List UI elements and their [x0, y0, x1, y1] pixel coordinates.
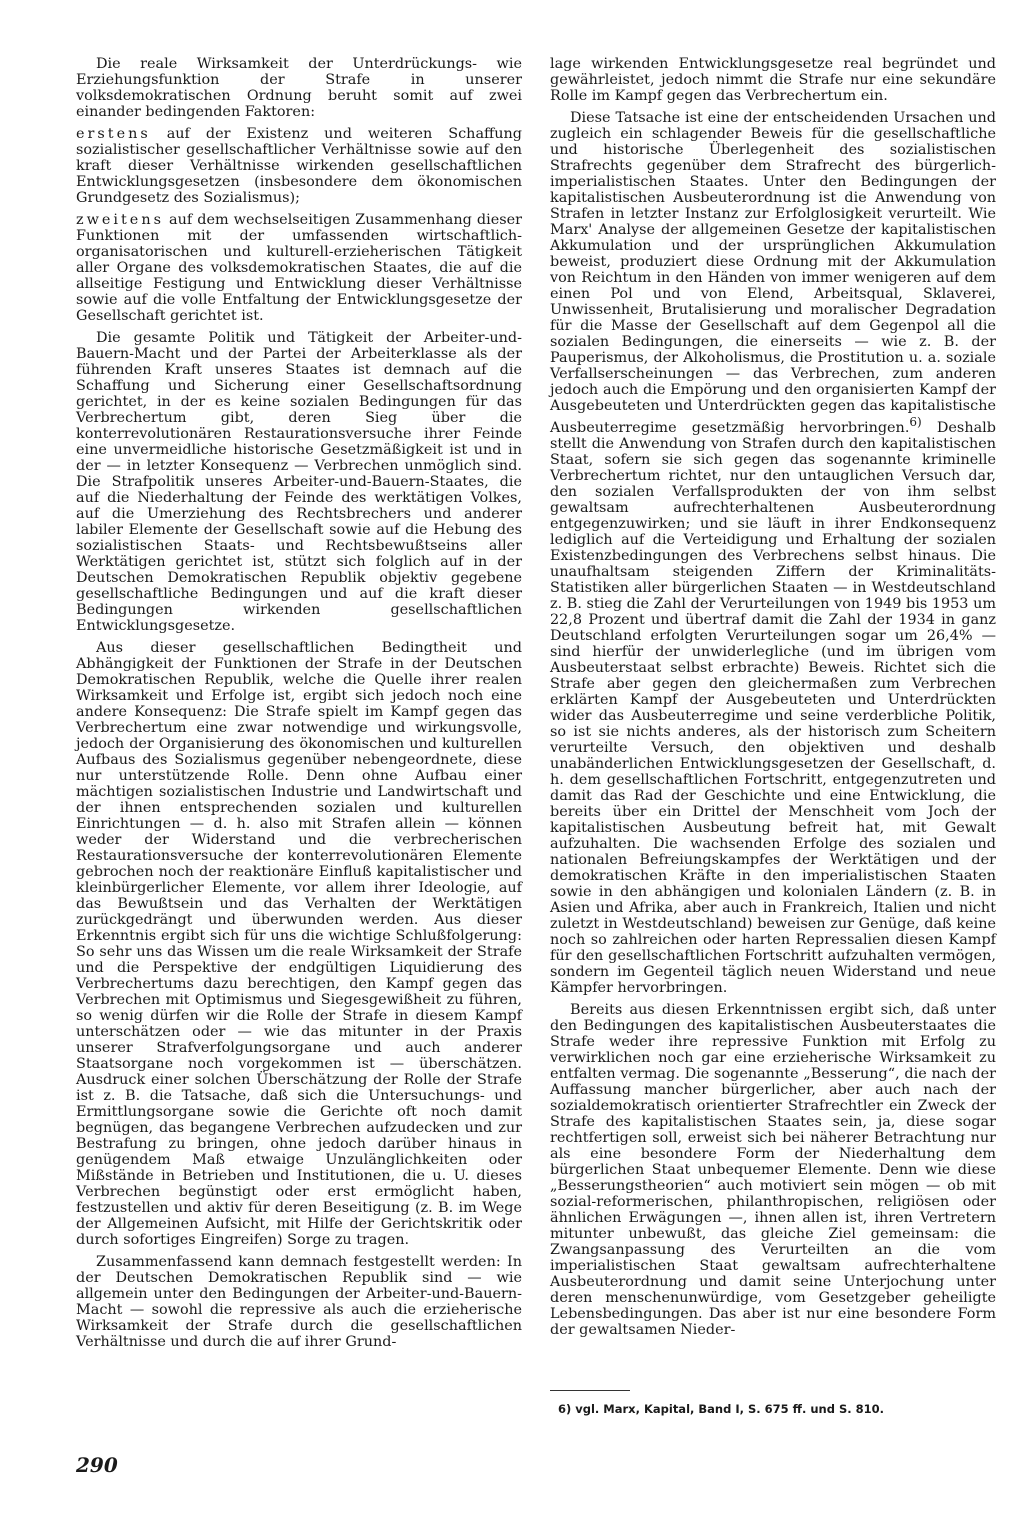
paragraph: Zusammenfassend kann demnach festgestellt werden: In der Deutschen Demokratischen Republik sind — wie allgemein unter den Bedingungen der Arbeiter-und-Bauern-Macht — sowohl die repressive als auch die erzieherische Wirksamkeit der Strafe durch die gesellschaftlichen Verhältnisse und durch die auf ihrer Grund- — [76, 1254, 522, 1350]
paragraph-text: auf dem wechselseitigen Zusammenhang dieser Funktionen mit der umfassenden wirtschaftlich-organisatorischen und kulturell-erzieherischen Tätigkeit aller Organe des volksdemokratischen Staates, die auf die allseitige Festigung und Entwicklung dieser Verhältnisse sowie auf die volle Entfaltung der Entwicklungsgesetze der Gesellschaft gerichtet ist. — [76, 212, 522, 324]
footnote-reference: 6) — [909, 415, 922, 429]
paragraph-text: Diese Tatsache ist eine der entscheidenden Ursachen und zugleich ein schlagender Beweis für die gesellschaftliche und historische Überlegenheit des sozialistischen Strafrechts gegenüber dem Strafrecht des bürgerlich-imperialistischen Staates. Unter den Bedingungen der kapitalistischen Ausbeuterordnung ist die Anwendung von Strafen in letzter Instanz zur Erfolglosigkeit verurteilt. Wie Marx' Analyse der allgemeinen Gesetze der kapitalistischen Akkumulation und der ursprünglichen Akkumulation beweist, produziert diese Ordnung mit der Akkumulation von Reichtum in den Händen von immer wenigeren auf dem einen Pol und von Elend, Arbeitsqual, Sklaverei, Unwissenheit, Brutalisierung und moralischer Degradation für die Masse der Gesellschaft auf dem Gegenpol all die sozialen Bedingungen, die einerseits — wie z. B. der Pauperismus, der Alkoholismus, die Prostitution u. a. soziale Verfallserscheinungen — das Verbrechen, zum anderen jedoch auch die Empörung und den organisierten Kampf der Ausgebeuteten und Unterdrückten gegen das kapitalistische Ausbeuterregime gesetzmäßig hervorbringen. — [550, 110, 996, 436]
paragraph-text: Deshalb stellt die Anwendung von Strafen durch den kapitalistischen Staat, sofern sie sich gegen das sogenannte kriminelle Verbrechertum richtet, nur den untauglichen Versuch dar, den sozialen Verfallsprodukten der von ihm selbst gewaltsam aufrechterhaltenen Ausbeuterordnung entgegenzuwirken; und sie läuft in ihrer Endkonsequenz lediglich auf die Verteidigung und Erhaltung der sozialen Existenzbedingungen des Verbrechens selbst hinaus. Die unaufhaltsam steigenden Ziffern der Kriminalitäts-Statistiken aller bürgerlichen Staaten — in Westdeutschland z. B. stieg die Zahl der Verurteilungen von 1949 bis 1953 um 22,8 Prozent und übertraf damit die Zahl der 1934 in ganz Deutschland erfolgten Verurteilungen sogar um 26,4% — sind hierfür der unwiderlegliche (und im übrigen vom Ausbeuterstaat selbst erbrachte) Beweis. Richtet sich die Strafe aber gegen den gleichermaßen zum Verbrechen erklärten Kampf der Ausgebeuteten und Unterdrückten wider das Ausbeuterregime und seine verderbliche Politik, so ist sie nichts anderes, als der historisch zum Scheitern verurteilte Versuch, den objektiven und deshalb unabänderlichen Entwicklungsgesetzen der Gesellschaft, d. h. dem gesellschaftlichen Fortschritt, entgegenzutreten und damit das Rad der Geschichte und eine Entwicklung, die bereits über ein Drittel der Menschheit vom Joch der kapitalistischen Ausbeutung befreit hat, mit Gewalt aufzuhalten. Die wachsenden Erfolge des sozialen und nationalen Befreiungskampfes der Werktätigen und der demokratischen Kräfte in den imperialistischen Staaten sowie in den abhängigen und kolonialen Ländern (z. B. in Asien und Afrika, aber auch in Frankreich, Italien und nicht zuletzt in Westdeutschland) beweisen zur Genüge, daß keine noch so zahlreichen oder harten Repressalien diesen Kampf für den gesellschaftlichen Fortschritt aufzuhalten vermögen, sondern im Gegenteil täglich neuen Widerstand und neue Kämpfer hervorbringen. — [550, 419, 996, 996]
paragraph: Bereits aus diesen Erkenntnissen ergibt sich, daß unter den Bedingungen des kapitalistischen Ausbeuterstaates die Strafe weder ihre repressive Funktion mit Erfolg zu verwirklichen noch gar eine erzieherische Wirksamkeit zu entfalten vermag. Die sogenannte „Besserung“, die nach der Auffassung mancher bürgerlicher, aber auch nach der sozialdemokratisch orientierter Strafrechtler ein Zweck der Strafe des kapitalistischen Staates sein, ja, diese sogar rechtfertigen soll, erweist sich bei näherer Betrachtung nur als eine besondere Form der Niederhaltung dem bürgerlichen Staat unbequemer Elemente. Denn wie diese „Besserungstheorien“ auch motiviert sein mögen — ob mit sozial-reformerischen, philanthropischen, religiösen oder ähnlichen Erwägungen —, ihnen allen ist, ihren Vertretern mitunter unbewußt, das gleiche Ziel gemeinsam: die Zwangsanpassung des Verurteilten an die vom imperialistischen Staat gewaltsam aufrechterhaltene Ausbeuterordnung und damit seine Unterjochung unter deren menschenunwürdige, vom Gesetzgeber geheiligte Lebensbedingungen. Das aber ist nur eine besondere Form der gewaltsamen Nieder- — [550, 1001, 996, 1338]
paragraph: Die reale Wirksamkeit der Unterdrückungs- wie Erziehungsfunktion der Strafe in unserer volksdemokratischen Ordnung beruht somit auf zwei einander bedingenden Faktoren: — [76, 56, 522, 120]
footnote-divider — [550, 1390, 630, 1391]
page-number: 290 — [76, 1453, 118, 1477]
paragraph: Die gesamte Politik und Tätigkeit der Arbeiter-und-Bauern-Macht und der Partei der Arbeiterklasse als der führenden Kraft unseres Staates ist demnach auf die Schaffung und Sicherung einer Gesellschaftsordnung gerichtet, in der es keine sozialen Bedingungen für das Verbrechertum gibt, deren Sieg über die konterrevolutionären Restaurationsversuche ihrer Feinde eine unvermeidliche historische Gesetzmäßigkeit ist und in der — in letzter Konsequenz — Verbrechen unmöglich sind. Die Strafpolitik unseres Arbeiter-und-Bauern-Staates, die auf die Niederhaltung der Feinde des werktätigen Volkes, auf die Umerziehung des Rechtsbrechers und anderer labiler Elemente der Gesellschaft sowie auf die Hebung des sozialistischen Staats- und Rechtsbewußtseins aller Werktätigen gerichtet ist, stützt sich folglich auf in der Deutschen Demokratischen Republik objektiv gegebene gesellschaftliche Bedingungen und auf die kraft dieser Bedingungen wirkenden gesellschaftlichen Entwicklungsgesetze. — [76, 330, 522, 634]
paragraph — [76, 212, 522, 324]
left-column — [76, 56, 522, 1356]
emphasis-lead: erstens — [76, 126, 151, 142]
paragraph — [76, 126, 522, 206]
emphasis-lead: zweitens — [76, 212, 164, 228]
paragraph: Aus dieser gesellschaftlichen Bedingtheit und Abhängigkeit der Funktionen der Strafe in der Deutschen Demokratischen Republik, welche die Quelle ihrer realen Wirksamkeit und Erfolge ist, ergibt sich jedoch noch eine andere Konsequenz: Die Strafe spielt im Kampf gegen das Verbrechertum eine zwar notwendige und wirkungsvolle, jedoch der Organisierung des ökonomischen und kulturellen Aufbaus des Sozialismus gegenüber nebengeordnete, diese nur unterstützende Rolle. Denn ohne Aufbau einer mächtigen sozialistischen Industrie und Landwirtschaft und der ihnen entsprechenden sozialen und kulturellen Einrichtungen — d. h. also mit Strafen allein — können weder der Widerstand und die verbrecherischen Restaurationsversuche der konterrevolutionären Elemente gebrochen noch der reaktionäre Einfluß kapitalistischer und kleinbürgerlicher Elemente, vor allem ihrer Ideologie, auf das Bewußtsein und das Verhalten der Werktätigen zurückgedrängt und überwunden werden. Aus dieser Erkenntnis ergibt sich für uns die wichtige Schlußfolgerung: So sehr uns das Wissen um die reale Wirksamkeit der Strafe und die Perspektive der endgültigen Liquidierung des Verbrechertums dazu berechtigen, den Kampf gegen das Verbrechen mit Optimismus und Siegesgewißheit zu führen, so wenig dürfen wir die Rolle der Strafe in diesem Kampf unterschätzen oder — wie das mitunter in der Praxis unserer Strafverfolgungsorgane und auch anderer Staatsorgane noch vorgekommen ist — überschätzen. Ausdruck einer solchen Überschätzung der Rolle der Strafe ist z. B. die Tatsache, daß sich die Untersuchungs- und Ermittlungsorgane sowie die Gerichte oft noch damit begnügen, das begangene Verbrechen aufzudecken und zur Bestrafung zu bringen, ohne jedoch darüber hinaus in genügendem Maß etwaige Unzulänglichkeiten oder Mißstände in Betrieben und Institutionen, die u. U. dieses Verbrechen begünstigt oder erst ermöglicht haben, festzustellen und aktiv für deren Beseitigung (z. B. im Wege der Allgemeinen Aufsicht, mit Hilfe der Gerichtskritik oder durch sofortiges Eingreifen) Sorge zu tragen. — [76, 640, 522, 1248]
paragraph: lage wirkenden Entwicklungsgesetze real begründet und gewährleistet, jedoch nimmt die Strafe nur eine sekundäre Rolle im Kampf gegen das Verbrechertum ein. — [550, 56, 996, 104]
right-column — [550, 56, 996, 1344]
paragraph-text: auf der Existenz und weiteren Schaffung sozialistischer gesellschaftlicher Verhältnisse sowie auf den kraft dieser Verhältnisse wirkenden gesellschaftlichen Entwicklungsgesetzen (insbesondere dem ökonomischen Grundgesetz des Sozialismus); — [76, 126, 522, 206]
footnote: 6) vgl. Marx, Kapital, Band I, S. 675 ff. und S. 810. — [558, 1402, 884, 1416]
paragraph — [550, 110, 996, 996]
